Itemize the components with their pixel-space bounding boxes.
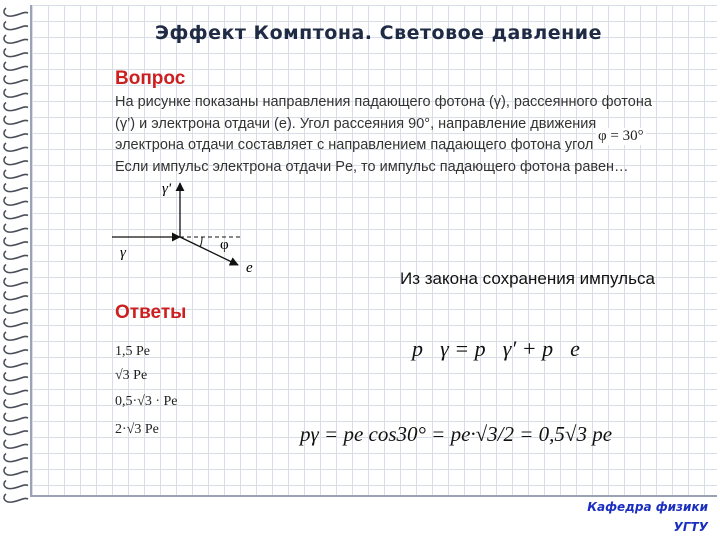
spiral-ring (4, 116, 28, 124)
angle-value-label: φ = 30° (598, 128, 644, 144)
spiral-ring (4, 89, 28, 97)
spiral-ring (4, 143, 28, 151)
slide-title: Эффект Комптона. Световое давление (155, 22, 602, 44)
spiral-ring (4, 22, 28, 30)
electron-label: e (246, 260, 253, 276)
footer-university: УГТУ (673, 520, 708, 534)
spiral-ring (4, 251, 28, 259)
vector-momentum-equation: p⃗γ = p⃗γ′ + p⃗e (412, 336, 580, 361)
spiral-ring (4, 305, 28, 313)
spiral-ring (4, 103, 28, 111)
spiral-ring (4, 170, 28, 178)
question-text (115, 92, 665, 178)
spiral-ring (4, 184, 28, 192)
spiral-binding (0, 0, 30, 540)
spiral-ring (4, 130, 28, 138)
spiral-ring (4, 8, 28, 16)
answer-option-2[interactable]: √3 Pe (115, 368, 148, 383)
spiral-ring (4, 427, 28, 435)
scalar-momentum-equation: pγ = pe cos30° = pe·√3/2 = 0,5√3 pe (300, 422, 613, 446)
spiral-ring (4, 440, 28, 448)
spiral-ring (4, 35, 28, 43)
question-line-1: На рисунке показаны направления падающего фотона (γ), рассеянного фотона (115, 94, 652, 110)
spiral-ring (4, 494, 28, 502)
spiral-ring (4, 238, 28, 246)
answers-heading: Ответы (115, 302, 187, 323)
spiral-ring (4, 265, 28, 273)
spiral-ring (4, 292, 28, 300)
spiral-ring (4, 413, 28, 421)
angle-arc (200, 237, 202, 247)
answer-option-3[interactable]: 0,5·√3 · Pe (115, 394, 178, 409)
spiral-ring (4, 346, 28, 354)
spiral-ring (4, 197, 28, 205)
spiral-ring (4, 278, 28, 286)
spiral-ring (4, 157, 28, 165)
spiral-ring (4, 319, 28, 327)
question-line-2: (γ’) и электрона отдачи (e). Угол рассеяния 90°, направление движения (115, 115, 597, 132)
gamma-label: γ (120, 245, 126, 261)
spiral-ring (4, 62, 28, 70)
spiral-ring (4, 359, 28, 367)
question-line-3: электрона отдачи составляет с направлением падающего фотона угол (115, 137, 594, 153)
spiral-ring (4, 467, 28, 475)
electron-arrow (180, 237, 238, 265)
spiral-ring (4, 76, 28, 84)
gamma-prime-label: γ' (162, 181, 172, 197)
question-heading: Вопрос (115, 68, 186, 89)
question-line-4: Если импульс электрона отдачи Pe, то импульс падающего фотона равен… (115, 158, 629, 175)
spiral-ring (4, 454, 28, 462)
answer-option-4[interactable]: 2·√3 Pe (115, 422, 159, 437)
spiral-ring (4, 373, 28, 381)
spiral-ring (4, 332, 28, 340)
spiral-ring (4, 386, 28, 394)
photon-diagram (110, 175, 270, 280)
answer-option-1[interactable]: 1,5 Pe (115, 344, 150, 359)
spiral-ring (4, 224, 28, 232)
phi-label: φ (220, 237, 229, 253)
spiral-ring (4, 481, 28, 489)
conservation-law-text: Из закона сохранения импульса (400, 269, 655, 288)
footer-department: Кафедра физики (587, 500, 708, 514)
spiral-ring (4, 400, 28, 408)
spiral-ring (4, 49, 28, 57)
spiral-ring (4, 211, 28, 219)
